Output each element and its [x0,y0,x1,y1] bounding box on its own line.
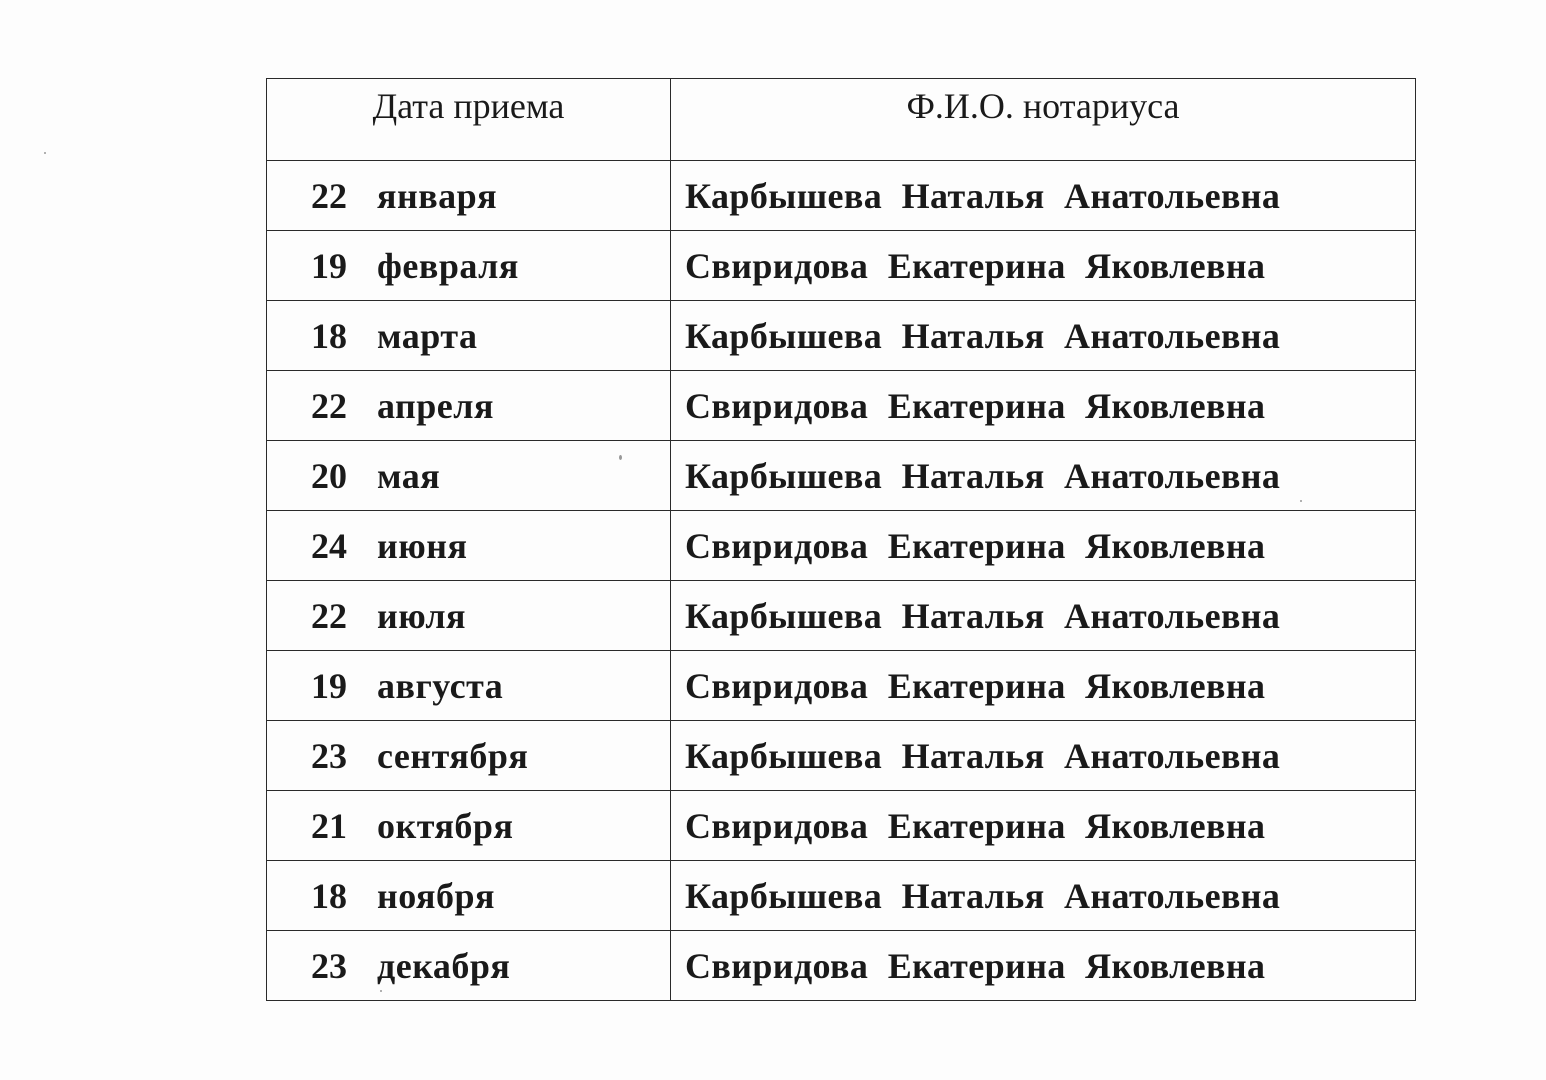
date-cell [267,371,671,441]
notary-name-cell: Свиридова Екатерина Яковлевна [671,791,1416,861]
table-row [267,231,1416,301]
scan-speck [619,455,622,460]
date-month: июня [377,525,468,566]
date-month: октября [377,805,514,846]
scan-speck [380,990,382,992]
date-day: 24 [311,525,347,566]
date-cell [267,581,671,651]
date-month: марта [377,315,478,356]
scan-speck [44,152,46,154]
notary-name-cell: Карбышева Наталья Анатольевна [671,301,1416,371]
notary-name-cell: Карбышева Наталья Анатольевна [671,581,1416,651]
notary-name-cell: Карбышева Наталья Анатольевна [671,441,1416,511]
date-month: мая [377,455,441,496]
date-cell [267,861,671,931]
table-row [267,581,1416,651]
notary-name-cell: Карбышева Наталья Анатольевна [671,861,1416,931]
notary-name-cell: Свиридова Екатерина Яковлевна [671,511,1416,581]
date-month: сентября [377,735,529,776]
date-month: августа [377,665,504,706]
table-row [267,301,1416,371]
table-row [267,721,1416,791]
table-row [267,161,1416,231]
notary-name-cell: Свиридова Екатерина Яковлевна [671,371,1416,441]
table-row [267,371,1416,441]
notary-schedule-table [266,78,1416,1001]
date-day: 23 [311,735,347,776]
date-month: января [377,175,498,216]
date-month: декабря [377,945,511,986]
date-day: 19 [311,245,347,286]
date-day: 21 [311,805,347,846]
notary-name-cell: Свиридова Екатерина Яковлевна [671,931,1416,1001]
notary-name-cell: Карбышева Наталья Анатольевна [671,161,1416,231]
date-day: 18 [311,315,347,356]
date-cell [267,651,671,721]
date-month: февраля [377,245,519,286]
date-cell [267,441,671,511]
table-row [267,861,1416,931]
table-row [267,441,1416,511]
date-cell [267,511,671,581]
date-month: ноября [377,875,496,916]
date-month: июля [377,595,467,636]
date-month: апреля [377,385,494,426]
date-day: 22 [311,175,347,216]
header-notary-name: Ф.И.О. нотариуса [671,79,1416,161]
date-day: 18 [311,875,347,916]
date-cell [267,721,671,791]
notary-name-cell: Карбышева Наталья Анатольевна [671,721,1416,791]
date-day: 20 [311,455,347,496]
notary-name-cell: Свиридова Екатерина Яковлевна [671,231,1416,301]
table-row [267,511,1416,581]
date-cell [267,231,671,301]
date-cell [267,301,671,371]
date-day: 19 [311,665,347,706]
date-day: 22 [311,595,347,636]
date-cell [267,791,671,861]
date-cell [267,931,671,1001]
scan-speck [1300,500,1302,502]
date-cell [267,161,671,231]
date-day: 23 [311,945,347,986]
table-row [267,651,1416,721]
header-date: Дата приема [267,79,671,161]
table-row [267,931,1416,1001]
table-row [267,791,1416,861]
notary-name-cell: Свиридова Екатерина Яковлевна [671,651,1416,721]
date-day: 22 [311,385,347,426]
header-row [267,79,1416,161]
